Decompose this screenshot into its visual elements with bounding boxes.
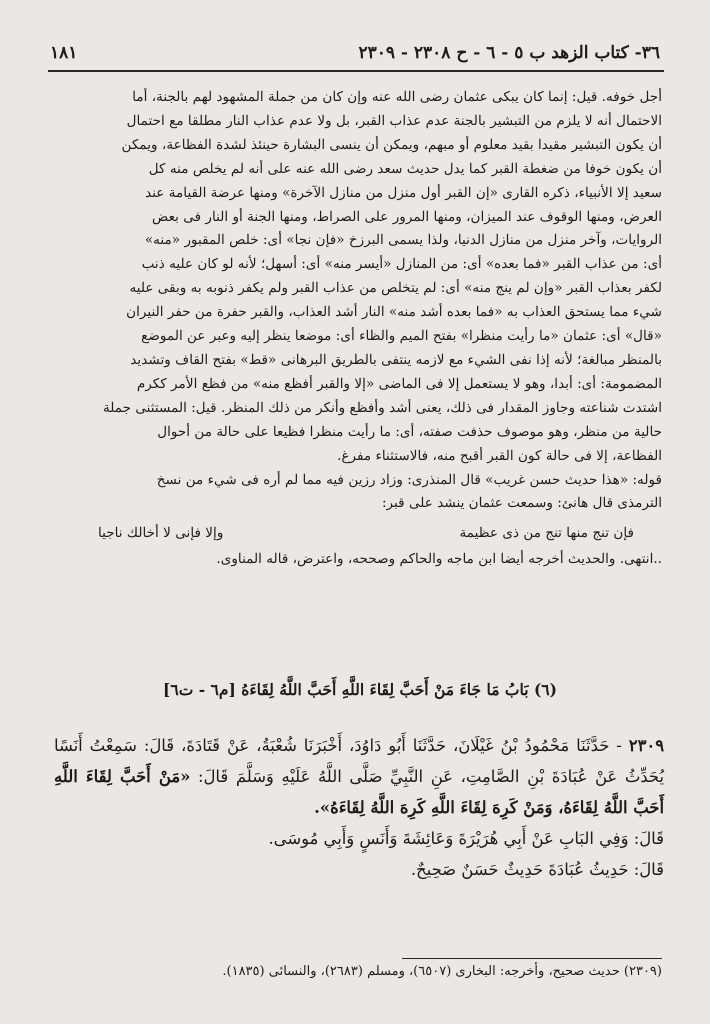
commentary-line: المضمومة: أى: أبدا، وهو لا يستعمل إلا فى الماضى «إلا والقبر أفظع منه» من فظع الأمر ككرم <box>136 375 662 392</box>
qawluhu-line: الترمذى قال هانئ: وسمعت عثمان ينشد على قبر: <box>381 495 662 512</box>
commentary-line: حالية من منظر، وهو موصوف حذفت صفته، أى: ما رأيت منظرا فظيعا على حالة من أحوال <box>157 423 662 440</box>
commentary-line: الاحتمال أنه لا يلزم من التبشير بالجنة عدم عذاب القبر، بل ولا عدم عذاب النار مطلقا مع احتمال <box>126 112 662 129</box>
hadith-block <box>54 730 664 885</box>
page-number: ١٨١ <box>50 43 78 63</box>
commentary-block <box>58 86 662 572</box>
qawluhu-line: قوله: «هذا حديث حسن غريب» قال المنذرى: وزاد رزين فيه مما لم أره فى شيء من نسخ <box>156 471 662 488</box>
hadith-matn: «مَنْ أَحَبَّ لِقَاءَ اللَّهِ أَحَبَّ اللَّهُ لِقَاءَهُ، وَمَنْ كَرِهَ لِقَاءَ اللَّهِ كَرِهَ اللَّهُ لِقَاءَهُ». <box>54 767 664 817</box>
footnote: (٢٣٠٩) حديث صحيح، وأخرجه: البخارى (٦٥٠٧)، ومسلم (٢٦٨٣)، والنسائى (١٨٣٥). <box>222 964 662 979</box>
chapter-heading: (٦) بَابُ مَا جَاءَ مَنْ أَحَبَّ لِقَاءَ اللَّهِ أَحَبَّ اللَّهُ لِقَاءَهُ [م٦ - ت٦] <box>163 680 557 699</box>
commentary-line: «قال» أى: عثمان «ما رأيت منظرا» بفتح الميم والظاء أى: موضعا ينظر إليه وعبر عن الموضع <box>141 328 662 345</box>
running-header <box>50 40 660 66</box>
commentary-line: بالمنظر مبالغة؛ لأنه إذا نفى الشيء مع لازمه ينتفى بالطريق البرهانى «قط» بفتح القاف وتشديد <box>130 351 662 368</box>
commentary-line: العرض، ومنها الوقوف عند الميزان، ومنها المرور على الصراط، ومنها الجنة أو النار فى بعض <box>151 208 662 225</box>
commentary-line: الفظاعة، إلا فى حالة كون القبر أقبح منه، فالاستثناء مفرغ. <box>337 447 662 464</box>
hadith-note-1: قَالَ: وَفِي البَابِ عَنْ أَبِي هُرَيْرَةَ وَعَائِشَةَ وَأَنَسٍ وَأَبِي مُوسَى. <box>268 829 664 848</box>
commentary-line: الروايات، وآخر منزل من منازل الدنيا، ولذا يسمى البرزخ «فإن نجا» أى: خلص المقبور «منه» <box>144 232 662 249</box>
header-title: ٣٦- كتاب الزهد ب ٥ - ٦ - ح ٢٣٠٨ - ٢٣٠٩ <box>358 43 660 63</box>
commentary-line: أجل خوفه. قيل: إنما كان يبكى عثمان رضى الله عنه وإن كان من جملة المشهود لهم بالجنة، أما <box>132 89 662 105</box>
intaha-line: ..انتهى. والحديث أخرجه أيضا ابن ماجه والحاكم وصححه، واعترض، قاله المناوى. <box>216 551 662 568</box>
commentary-line: سعيد إلا الأنبياء، ذكره القارى «إن القبر أول منزل من منازل الآخرة» ومنها عرضة القيامة عند <box>145 184 662 201</box>
header-rule <box>48 70 664 72</box>
commentary-line: أن يكون خوفا من ضغطة القبر كما يدل حديث سعد رضى الله عنه على أنه لم يخلص منه كل <box>148 160 662 177</box>
commentary-line: اشتدت شناعته وجاوز المقدار فى ذلك، يعنى أشد وأفظع وأنكر من ذلك المنظر. قيل: المستثنى جملة <box>102 399 662 416</box>
hadith-isnad-paragraph <box>54 730 664 823</box>
hadith-isnad: - حَدَّثَنَا مَحْمُودُ بْنُ غَيْلَانَ، حَدَّثَنَا أَبُو دَاوُدَ، أَخْبَرَنَا شُعْبَةُ، عَنْ قَتَادَةَ، قَالَ: سَمِعْتُ أَنَسًا يُحَدِّثُ عَنْ عُبَادَةَ بْنِ الصَّامِتِ، عَنِ النَّبِيِّ صَلَّى اللَّهُ عَلَيْهِ وَسَلَّمَ قَالَ: <box>54 736 665 786</box>
commentary-line: أن يكون التبشير مقيدا بقيد معلوم أو مبهم، ويمكن أن ينسى البشارة حينئذ لشدة الفظاعة، ويمكن <box>121 136 662 153</box>
verse-first-hemistich: فإن تنج منها تنج من ذى عظيمة <box>459 525 634 542</box>
commentary-line: لكفر بعذاب القبر «وإن لم ينج منه» أى: لم يتخلص من عذاب القبر ولم يكفر ذنوبه به وبقى عليه <box>129 280 662 297</box>
commentary-line: شيء مما يستحق العذاب به «فما بعده أشد منه» النار أشد العذاب، والقبر حفرة من حفر النيران <box>126 304 662 321</box>
hadith-number: ٢٣٠٩ <box>628 736 664 755</box>
footnote-rule <box>402 958 662 959</box>
verse-second-hemistich: وإلا فإنى لا أخالك ناجيا <box>98 525 224 542</box>
hadith-note-2: قَالَ: حَدِيثُ عُبَادَةَ حَدِيثٌ حَسَنٌ صَحِيحٌ. <box>410 860 664 879</box>
commentary-line: أى: من عذاب القبر «فما بعده» أى: من المنازل «أيسر منه» أى: أسهل؛ لأنه لو كان عليه ذنب <box>141 256 662 273</box>
poetry-verse <box>58 522 662 546</box>
